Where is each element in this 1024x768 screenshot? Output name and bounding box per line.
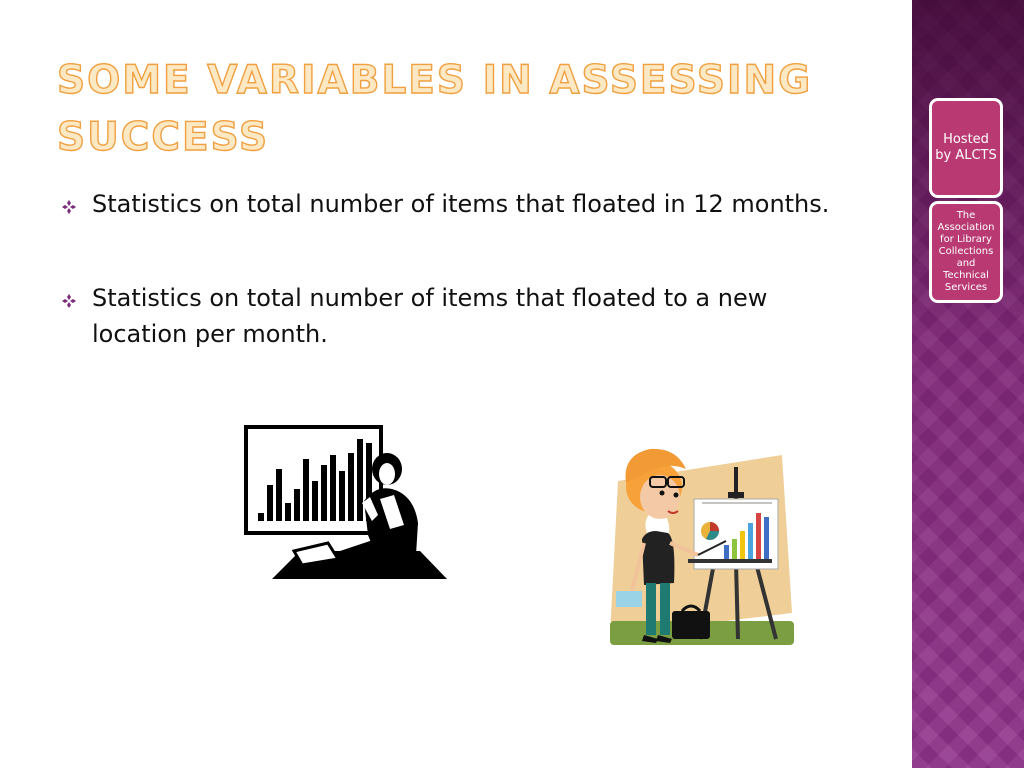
bullet-text: Statistics on total number of items that floated in 12 months. <box>92 190 830 218</box>
presenter-chart-clipart <box>244 425 448 581</box>
association-label: The Association for Library Collections and Technical Services <box>937 210 995 293</box>
association-box <box>929 201 1003 303</box>
hosted-by-box <box>929 98 1003 198</box>
hosted-by-label: Hosted by ALCTS <box>935 132 997 163</box>
bullet-item <box>62 186 862 222</box>
bullet-text: Statistics on total number of items that floated to a new location per month. <box>92 284 768 348</box>
sidebar-panel <box>912 0 1024 768</box>
diamond-bullet-icon <box>62 294 76 308</box>
bullet-item <box>62 280 862 352</box>
woman-easel-clipart <box>606 443 796 648</box>
diamond-bullet-icon <box>62 200 76 214</box>
bullet-list <box>62 186 862 352</box>
slide-title: SOME VARIABLES IN ASSESSING SUCCESS <box>57 58 813 160</box>
